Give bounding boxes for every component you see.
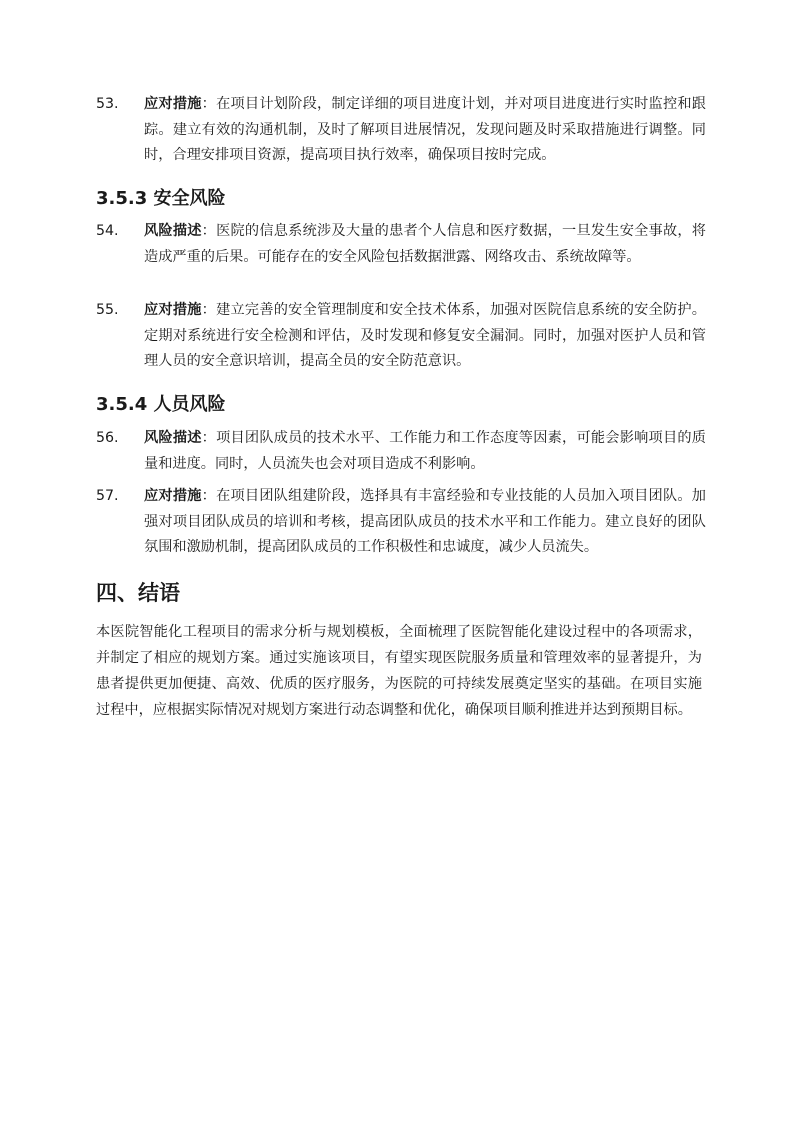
item-body [144,426,706,477]
item-separator: ： [201,223,217,239]
item-body [144,219,706,270]
item-number: 54. [96,223,119,239]
item-text: 在项目计划阶段，制定详细的项目进度计划，并对项目进度进行实时监控和跟踪。建立有效的沟通机制，及时了解项目进展情况，发现问题及时采取措施进行调整。同时，合理安排项目资源，提高项目执行效率，确保项目按时完成。 [144,96,706,163]
section-heading-conclusion: 四、结语 [96,581,180,605]
item-label: 应对措施 [144,488,202,504]
item-text: 建立完善的安全管理制度和安全技术体系，加强对医院信息系统的安全防护。定期对系统进行安全检测和评估，及时发现和修复安全漏洞。同时，加强对医护人员和管理人员的安全意识培训，提高全员的安全防范意识。 [144,302,706,369]
list-item [96,92,706,169]
list-item [96,219,706,270]
item-number: 56. [96,430,119,446]
item-number: 55. [96,302,119,318]
list-item [96,426,706,477]
heading-3-5-3: 3.5.3 安全风险 [96,188,226,209]
item-body [144,298,706,375]
item-body [144,484,706,561]
list-item [96,484,706,561]
item-label: 应对措施 [144,302,202,318]
item-label: 应对措施 [144,96,202,112]
item-separator: ： [201,430,217,446]
item-separator: ： [201,488,217,504]
conclusion-paragraph: 本医院智能化工程项目的需求分析与规划模板，全面梳理了医院智能化建设过程中的各项需求，并制定了相应的规划方案。通过实施该项目，有望实现医院服务质量和管理效率的显著提升，为患者提供更加便捷、高效、优质的医疗服务，为医院的可持续发展奠定坚实的基础。在项目实施过程中，应根据实际情况对规划方案进行动态调整和优化，确保项目顺利推进并达到预期目标。 [96,624,702,718]
item-separator: ： [201,96,217,112]
list-item [96,298,706,375]
item-text: 医院的信息系统涉及大量的患者个人信息和医疗数据，一旦发生安全事故，将造成严重的后果。可能存在的安全风险包括数据泄露、网络攻击、系统故障等。 [144,223,706,265]
heading-3-5-4: 3.5.4 人员风险 [96,394,226,415]
item-number: 57. [96,488,119,504]
item-label: 风险描述 [144,223,202,239]
item-text: 项目团队成员的技术水平、工作能力和工作态度等因素，可能会影响项目的质量和进度。同时，人员流失也会对项目造成不利影响。 [144,430,706,472]
item-number: 53. [96,96,119,112]
item-separator: ： [201,302,217,318]
item-text: 在项目团队组建阶段，选择具有丰富经验和专业技能的人员加入项目团队。加强对项目团队成员的培训和考核，提高团队成员的技术水平和工作能力。建立良好的团队氛围和激励机制，提高团队成员的工作积极性和忠诚度，减少人员流失。 [144,488,706,555]
item-body [144,92,706,169]
item-label: 风险描述 [144,430,202,446]
